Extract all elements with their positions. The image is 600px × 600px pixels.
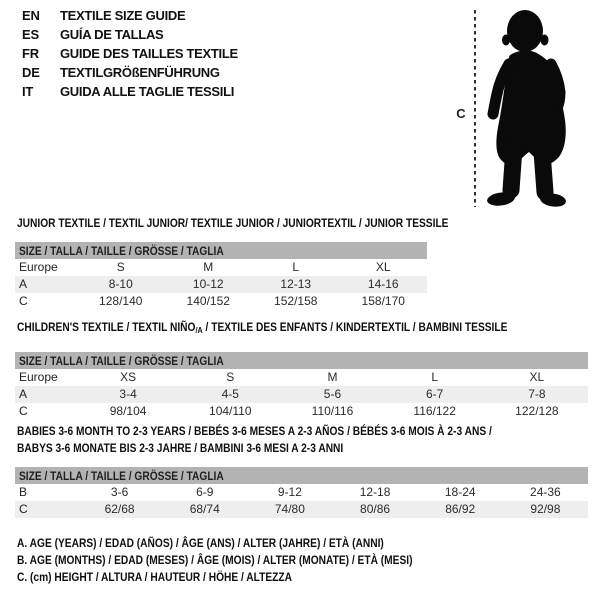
language-code: ES <box>22 27 39 42</box>
size-cell: 158/170 <box>361 294 405 308</box>
row-label: C <box>19 294 28 308</box>
size-cell: 122/128 <box>515 404 559 418</box>
table-row <box>15 386 588 403</box>
table-row <box>15 403 588 420</box>
language-code: EN <box>22 8 40 23</box>
title-text: CHILDREN'S TEXTILE / TEXTIL NIÑO <box>17 320 196 334</box>
size-cell: 12-18 <box>359 485 391 499</box>
row-label: B <box>19 485 28 499</box>
size-cell: 80/86 <box>360 502 391 516</box>
guide-title-es: GUÍA DE TALLAS <box>60 27 164 42</box>
junior-table-title: JUNIOR TEXTILE / TEXTIL JUNIOR/ TEXTILE JUNIOR / JUNIORTEXTIL / JUNIOR TESSILE <box>17 216 449 230</box>
language-row-it <box>22 82 238 101</box>
children-size-header-band: SIZE / TALLA / TAILLE / GRÖSSE / TAGLIA <box>15 352 588 369</box>
size-cell: 10-12 <box>192 277 224 291</box>
language-title-list <box>22 6 238 101</box>
size-cell: 62/68 <box>104 502 135 516</box>
table-row <box>15 259 427 276</box>
size-cell: 74/80 <box>274 502 305 516</box>
size-cell: 12-13 <box>280 277 312 291</box>
toddler-silhouette-icon <box>486 10 567 208</box>
size-cell: 104/110 <box>209 404 252 418</box>
table-row <box>15 484 588 501</box>
footnote-legend <box>17 535 482 586</box>
row-label: A <box>19 277 28 291</box>
guide-title-it: GUIDA ALLE TAGLIE TESSILI <box>60 84 235 99</box>
footnote-age-months: B. AGE (MONTHS) / EDAD (MESES) / ÂGE (MOIS) / ALTER (MONATE) / ETÀ (MESI) <box>17 553 413 567</box>
babies-size-header-band: SIZE / TALLA / TAILLE / GRÖSSE / TAGLIA <box>15 467 588 484</box>
row-label: A <box>19 387 28 401</box>
size-cell: 8-10 <box>108 277 133 291</box>
language-row-es <box>22 25 238 44</box>
footnote-age-years: A. AGE (YEARS) / EDAD (AÑOS) / ÂGE (ANS) / ALTER (JAHRE) / ETÀ (ANNI) <box>17 536 384 550</box>
size-cell: XS <box>120 370 137 384</box>
size-cell: 128/140 <box>99 294 143 308</box>
size-cell: 14-16 <box>367 277 399 291</box>
size-cell: 98/104 <box>109 404 147 418</box>
guide-title-fr: GUIDE DES TAILLES TEXTILE <box>60 46 238 61</box>
language-row-en <box>22 6 238 25</box>
size-cell: 3-4 <box>119 387 137 401</box>
size-cell: 86/92 <box>445 502 476 516</box>
row-label: C <box>19 502 28 516</box>
size-cell: 7-8 <box>528 387 546 401</box>
table-row <box>15 293 427 310</box>
size-cell: 6-9 <box>196 485 214 499</box>
size-cell: M <box>203 260 214 274</box>
size-cell: XL <box>375 260 391 274</box>
size-cell: 4-5 <box>221 387 239 401</box>
babies-size-table <box>15 484 588 518</box>
size-cell: L <box>292 260 300 274</box>
size-cell: 68/74 <box>189 502 220 516</box>
size-cell: M <box>327 370 338 384</box>
size-cell: 116/122 <box>413 404 456 418</box>
row-label: Europe <box>19 260 58 274</box>
language-row-fr <box>22 44 238 63</box>
guide-title-de: TEXTILGRÖßENFÜHRUNG <box>60 65 220 80</box>
children-size-table <box>15 369 588 420</box>
size-cell: 110/116 <box>311 404 354 418</box>
babies-table-title: BABIES 3-6 MONTH TO 2-3 YEARS / BEBÉS 3-6 MESES A 2-3 AÑOS / BÉBÉS 3-6 MOIS À 2-3 ANS / BABYS 3-6 MONATE BIS 2-3 JAHRE / BAMBINI 3-6 MESI A 2-3 ANNI <box>17 424 492 455</box>
children-table-title <box>17 319 594 337</box>
language-row-de <box>22 63 238 82</box>
size-cell: 9-12 <box>277 485 302 499</box>
row-label: Europe <box>19 370 58 384</box>
row-label: C <box>19 404 28 418</box>
junior-size-header-band: SIZE / TALLA / TAILLE / GRÖSSE / TAGLIA <box>15 242 427 259</box>
size-cell: 18-24 <box>444 485 476 499</box>
table-row <box>15 276 427 293</box>
toddler-silhouette-figure <box>455 0 600 215</box>
title-subscript: /A <box>195 325 203 335</box>
table-row <box>15 369 588 386</box>
size-cell: L <box>431 370 438 384</box>
size-cell: XL <box>529 370 545 384</box>
size-cell: 3-6 <box>110 485 129 499</box>
figure-height-label: C <box>456 106 466 121</box>
guide-title-en: TEXTILE SIZE GUIDE <box>60 8 186 23</box>
language-code: FR <box>22 46 39 61</box>
size-cell: S <box>116 260 125 274</box>
title-text: / TEXTILE DES ENFANTS / KINDERTEXTIL / BAMBINI TESSILE <box>202 320 508 334</box>
size-cell: 92/98 <box>530 502 561 516</box>
language-code: DE <box>22 65 40 80</box>
size-cell: S <box>226 370 235 384</box>
junior-size-table <box>15 259 427 310</box>
footnote-height: C. (cm) HEIGHT / ALTURA / HAUTEUR / HÖHE / ALTEZZA <box>17 570 293 584</box>
size-cell: 140/152 <box>186 294 230 308</box>
size-cell: 152/158 <box>274 294 318 308</box>
size-cell: 6-7 <box>425 387 444 401</box>
size-cell: 24-36 <box>530 485 561 499</box>
table-row <box>15 501 588 518</box>
size-cell: 5-6 <box>323 387 342 401</box>
language-code: IT <box>22 84 34 99</box>
